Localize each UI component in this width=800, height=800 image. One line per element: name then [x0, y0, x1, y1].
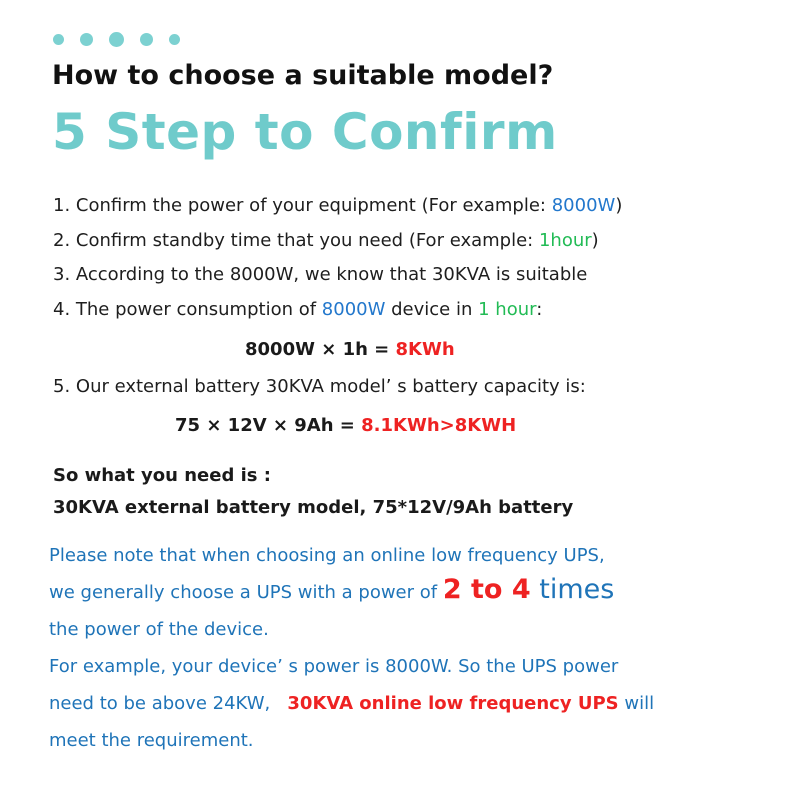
- formula-energy: 8000W × 1h = 8KWh: [245, 339, 455, 360]
- step-5: 5. Our external battery 30KVA model’ s battery capacity is:: [53, 376, 586, 397]
- note-line-2: we generally choose a UPS with a power of 2 to 4 times: [49, 574, 615, 605]
- dot-icon: [109, 32, 124, 47]
- note-line-5: need to be above 24KW, 30KVA online low frequency UPS will: [49, 693, 655, 714]
- note-line-1: Please note that when choosing an online low frequency UPS,: [49, 545, 605, 566]
- dot-icon: [80, 33, 93, 46]
- step-1: 1. Confirm the power of your equipment (For example: 8000W): [53, 195, 623, 216]
- formula-energy-result: 8KWh: [395, 339, 455, 360]
- page-subtitle: 5 Step to Confirm: [52, 103, 558, 161]
- summary-heading: So what you need is :: [53, 465, 271, 486]
- step-4: 4. The power consumption of 8000W device in 1 hour:: [53, 299, 543, 320]
- note-line-4: For example, your device’ s power is 8000W. So the UPS power: [49, 656, 619, 677]
- formula-capacity: 75 × 12V × 9Ah = 8.1KWh>8KWH: [175, 415, 517, 436]
- dot-icon: [53, 34, 64, 45]
- step-2: 2. Confirm standby time that you need (For example: 1hour): [53, 230, 599, 251]
- dot-icon: [169, 34, 180, 45]
- summary-detail: 30KVA external battery model, 75*12V/9Ah battery: [53, 497, 574, 518]
- note-line-6: meet the requirement.: [49, 730, 254, 751]
- step-1-value: 8000W: [551, 195, 616, 216]
- note-recommended-model: 30KVA online low frequency UPS: [287, 693, 619, 714]
- page-title: How to choose a suitable model?: [52, 60, 554, 91]
- step-3: 3. According to the 8000W, we know that 30KVA is suitable: [53, 264, 588, 285]
- note-line-3: the power of the device.: [49, 619, 269, 640]
- note-multiplier: 2 to 4: [442, 574, 531, 605]
- step-2-value: 1hour: [538, 230, 592, 251]
- formula-capacity-result: 8.1KWh>8KWH: [361, 415, 517, 436]
- decorative-dots: [53, 33, 180, 47]
- dot-icon: [140, 33, 153, 46]
